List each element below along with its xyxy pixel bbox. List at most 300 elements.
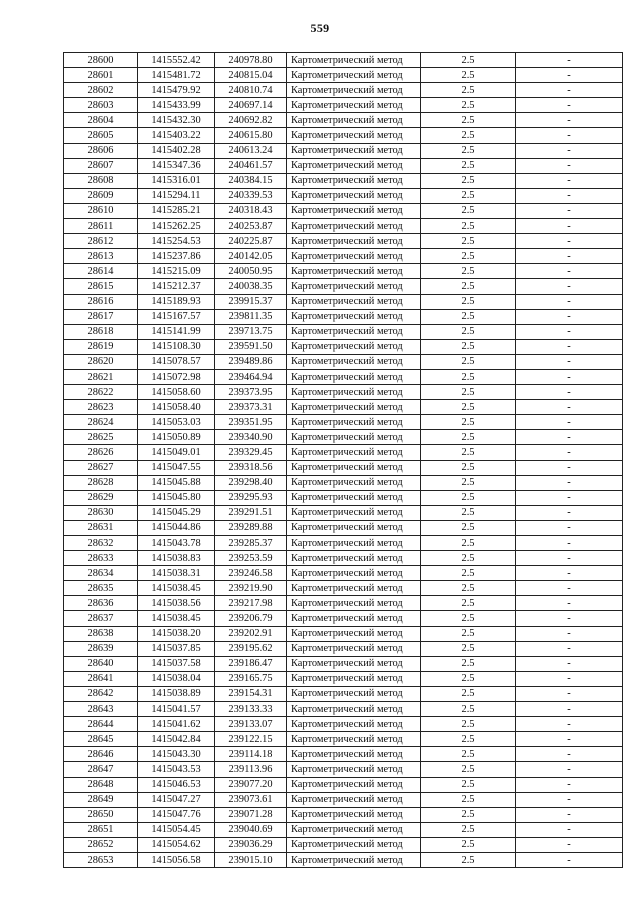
cell-point-number: 28642 (64, 686, 138, 701)
cell-note: - (516, 792, 623, 807)
cell-point-number: 28646 (64, 747, 138, 762)
cell-note: - (516, 128, 623, 143)
table-row (64, 671, 623, 686)
coordinates-table (63, 52, 623, 868)
table-row (64, 611, 623, 626)
cell-point-number: 28628 (64, 475, 138, 490)
cell-coordinate-y: 240461.57 (215, 158, 287, 173)
cell-accuracy: 2.5 (421, 113, 516, 128)
cell-accuracy: 2.5 (421, 249, 516, 264)
cell-point-number: 28645 (64, 732, 138, 747)
table-row (64, 732, 623, 747)
cell-note: - (516, 113, 623, 128)
cell-method: Картометрический метод (287, 611, 421, 626)
table-row (64, 445, 623, 460)
cell-coordinate-x: 1415432.30 (138, 113, 215, 128)
cell-method: Картометрический метод (287, 445, 421, 460)
cell-note: - (516, 385, 623, 400)
cell-coordinate-y: 239077.20 (215, 777, 287, 792)
cell-accuracy: 2.5 (421, 264, 516, 279)
table-row (64, 822, 623, 837)
cell-point-number: 28639 (64, 641, 138, 656)
cell-point-number: 28612 (64, 234, 138, 249)
cell-coordinate-y: 239285.37 (215, 536, 287, 551)
cell-accuracy: 2.5 (421, 173, 516, 188)
cell-coordinate-y: 240615.80 (215, 128, 287, 143)
cell-note: - (516, 520, 623, 535)
cell-accuracy: 2.5 (421, 777, 516, 792)
cell-point-number: 28627 (64, 460, 138, 475)
cell-method: Картометрический метод (287, 807, 421, 822)
cell-accuracy: 2.5 (421, 702, 516, 717)
cell-coordinate-x: 1415212.37 (138, 279, 215, 294)
cell-coordinate-y: 239811.35 (215, 309, 287, 324)
table-row (64, 400, 623, 415)
cell-coordinate-x: 1415285.21 (138, 203, 215, 218)
cell-method: Картометрический метод (287, 279, 421, 294)
cell-coordinate-x: 1415045.88 (138, 475, 215, 490)
cell-coordinate-y: 239040.69 (215, 822, 287, 837)
cell-method: Картометрический метод (287, 415, 421, 430)
cell-method: Картометрический метод (287, 490, 421, 505)
cell-note: - (516, 68, 623, 83)
cell-point-number: 28620 (64, 354, 138, 369)
cell-accuracy: 2.5 (421, 475, 516, 490)
cell-coordinate-y: 240613.24 (215, 143, 287, 158)
cell-method: Картометрический метод (287, 777, 421, 792)
cell-coordinate-x: 1415254.53 (138, 234, 215, 249)
cell-point-number: 28637 (64, 611, 138, 626)
cell-point-number: 28632 (64, 536, 138, 551)
cell-coordinate-y: 239464.94 (215, 369, 287, 384)
cell-method: Картометрический метод (287, 717, 421, 732)
table-row (64, 792, 623, 807)
table-row (64, 596, 623, 611)
table-row (64, 717, 623, 732)
cell-note: - (516, 294, 623, 309)
cell-note: - (516, 732, 623, 747)
cell-point-number: 28644 (64, 717, 138, 732)
cell-accuracy: 2.5 (421, 837, 516, 852)
cell-method: Картометрический метод (287, 671, 421, 686)
cell-coordinate-y: 240978.80 (215, 53, 287, 68)
cell-accuracy: 2.5 (421, 490, 516, 505)
cell-point-number: 28653 (64, 852, 138, 867)
cell-accuracy: 2.5 (421, 822, 516, 837)
page-number: 559 (310, 21, 330, 35)
cell-coordinate-x: 1415402.28 (138, 143, 215, 158)
cell-coordinate-y: 240692.82 (215, 113, 287, 128)
cell-note: - (516, 747, 623, 762)
table-row (64, 686, 623, 701)
cell-method: Картометрический метод (287, 83, 421, 98)
cell-method: Картометрический метод (287, 113, 421, 128)
cell-note: - (516, 203, 623, 218)
table-row (64, 566, 623, 581)
cell-note: - (516, 279, 623, 294)
cell-accuracy: 2.5 (421, 732, 516, 747)
cell-note: - (516, 415, 623, 430)
cell-method: Картометрический метод (287, 566, 421, 581)
table-row (64, 294, 623, 309)
table-row (64, 369, 623, 384)
cell-accuracy: 2.5 (421, 852, 516, 867)
cell-coordinate-x: 1415047.76 (138, 807, 215, 822)
cell-coordinate-y: 239133.33 (215, 702, 287, 717)
cell-accuracy: 2.5 (421, 551, 516, 566)
cell-coordinate-x: 1415047.27 (138, 792, 215, 807)
coordinates-table-body (64, 53, 623, 868)
cell-point-number: 28610 (64, 203, 138, 218)
cell-method: Картометрический метод (287, 98, 421, 113)
cell-method: Картометрический метод (287, 581, 421, 596)
cell-note: - (516, 596, 623, 611)
cell-coordinate-y: 239253.59 (215, 551, 287, 566)
cell-note: - (516, 762, 623, 777)
cell-method: Картометрический метод (287, 68, 421, 83)
cell-coordinate-y: 239373.31 (215, 400, 287, 415)
cell-coordinate-x: 1415038.89 (138, 686, 215, 701)
cell-point-number: 28634 (64, 566, 138, 581)
cell-coordinate-x: 1415049.01 (138, 445, 215, 460)
table-row (64, 626, 623, 641)
cell-coordinate-y: 239340.90 (215, 430, 287, 445)
cell-note: - (516, 143, 623, 158)
cell-coordinate-x: 1415108.30 (138, 339, 215, 354)
table-row (64, 777, 623, 792)
cell-coordinate-y: 240038.35 (215, 279, 287, 294)
cell-point-number: 28630 (64, 505, 138, 520)
table-row (64, 430, 623, 445)
cell-coordinate-y: 239219.90 (215, 581, 287, 596)
cell-point-number: 28626 (64, 445, 138, 460)
cell-method: Картометрический метод (287, 400, 421, 415)
cell-accuracy: 2.5 (421, 143, 516, 158)
cell-point-number: 28605 (64, 128, 138, 143)
cell-point-number: 28633 (64, 551, 138, 566)
cell-coordinate-y: 239351.95 (215, 415, 287, 430)
cell-note: - (516, 822, 623, 837)
cell-coordinate-y: 239133.07 (215, 717, 287, 732)
cell-note: - (516, 702, 623, 717)
cell-coordinate-y: 239295.93 (215, 490, 287, 505)
cell-coordinate-x: 1415433.99 (138, 98, 215, 113)
cell-coordinate-x: 1415215.09 (138, 264, 215, 279)
cell-point-number: 28629 (64, 490, 138, 505)
table-row (64, 354, 623, 369)
cell-point-number: 28601 (64, 68, 138, 83)
table-row (64, 53, 623, 68)
cell-coordinate-x: 1415038.20 (138, 626, 215, 641)
table-row (64, 581, 623, 596)
cell-note: - (516, 98, 623, 113)
cell-method: Картометрический метод (287, 852, 421, 867)
cell-coordinate-x: 1415037.85 (138, 641, 215, 656)
cell-method: Картометрический метод (287, 520, 421, 535)
cell-coordinate-x: 1415054.62 (138, 837, 215, 852)
cell-method: Картометрический метод (287, 792, 421, 807)
cell-method: Картометрический метод (287, 686, 421, 701)
cell-method: Картометрический метод (287, 143, 421, 158)
cell-note: - (516, 566, 623, 581)
cell-coordinate-y: 239291.51 (215, 505, 287, 520)
cell-accuracy: 2.5 (421, 807, 516, 822)
cell-coordinate-y: 239036.29 (215, 837, 287, 852)
cell-point-number: 28613 (64, 249, 138, 264)
cell-coordinate-y: 240815.04 (215, 68, 287, 83)
cell-coordinate-x: 1415479.92 (138, 83, 215, 98)
cell-coordinate-y: 239165.75 (215, 671, 287, 686)
cell-coordinate-x: 1415141.99 (138, 324, 215, 339)
cell-point-number: 28649 (64, 792, 138, 807)
cell-accuracy: 2.5 (421, 400, 516, 415)
cell-point-number: 28651 (64, 822, 138, 837)
cell-note: - (516, 460, 623, 475)
cell-point-number: 28648 (64, 777, 138, 792)
cell-method: Картометрический метод (287, 264, 421, 279)
table-row (64, 475, 623, 490)
cell-accuracy: 2.5 (421, 656, 516, 671)
cell-note: - (516, 188, 623, 203)
cell-coordinate-x: 1415237.86 (138, 249, 215, 264)
cell-note: - (516, 777, 623, 792)
cell-note: - (516, 249, 623, 264)
table-row (64, 551, 623, 566)
cell-method: Картометрический метод (287, 656, 421, 671)
cell-accuracy: 2.5 (421, 385, 516, 400)
cell-point-number: 28621 (64, 369, 138, 384)
cell-method: Картометрический метод (287, 234, 421, 249)
cell-method: Картометрический метод (287, 203, 421, 218)
cell-note: - (516, 219, 623, 234)
cell-note: - (516, 339, 623, 354)
cell-coordinate-y: 239915.37 (215, 294, 287, 309)
cell-coordinate-x: 1415262.25 (138, 219, 215, 234)
cell-coordinate-y: 240050.95 (215, 264, 287, 279)
cell-method: Картометрический метод (287, 324, 421, 339)
cell-coordinate-y: 239206.79 (215, 611, 287, 626)
cell-coordinate-x: 1415056.58 (138, 852, 215, 867)
cell-coordinate-x: 1415043.30 (138, 747, 215, 762)
cell-method: Картометрический метод (287, 837, 421, 852)
cell-accuracy: 2.5 (421, 83, 516, 98)
cell-note: - (516, 53, 623, 68)
table-row (64, 68, 623, 83)
table-row (64, 249, 623, 264)
cell-point-number: 28618 (64, 324, 138, 339)
table-row (64, 520, 623, 535)
cell-method: Картометрический метод (287, 536, 421, 551)
cell-coordinate-x: 1415041.57 (138, 702, 215, 717)
cell-coordinate-y: 239113.96 (215, 762, 287, 777)
cell-point-number: 28614 (64, 264, 138, 279)
cell-accuracy: 2.5 (421, 279, 516, 294)
cell-accuracy: 2.5 (421, 626, 516, 641)
cell-note: - (516, 505, 623, 520)
cell-coordinate-x: 1415294.11 (138, 188, 215, 203)
cell-point-number: 28641 (64, 671, 138, 686)
cell-coordinate-x: 1415043.78 (138, 536, 215, 551)
cell-coordinate-y: 240810.74 (215, 83, 287, 98)
table-row (64, 505, 623, 520)
cell-note: - (516, 717, 623, 732)
cell-method: Картометрический метод (287, 475, 421, 490)
cell-point-number: 28600 (64, 53, 138, 68)
cell-coordinate-y: 239591.50 (215, 339, 287, 354)
cell-coordinate-y: 239154.31 (215, 686, 287, 701)
cell-coordinate-y: 239713.75 (215, 324, 287, 339)
cell-method: Картометрический метод (287, 626, 421, 641)
cell-method: Картометрический метод (287, 747, 421, 762)
cell-coordinate-y: 239071.28 (215, 807, 287, 822)
cell-method: Картометрический метод (287, 158, 421, 173)
cell-method: Картометрический метод (287, 249, 421, 264)
cell-point-number: 28622 (64, 385, 138, 400)
cell-accuracy: 2.5 (421, 309, 516, 324)
cell-accuracy: 2.5 (421, 686, 516, 701)
cell-coordinate-y: 239073.61 (215, 792, 287, 807)
cell-accuracy: 2.5 (421, 762, 516, 777)
cell-accuracy: 2.5 (421, 717, 516, 732)
cell-coordinate-x: 1415167.57 (138, 309, 215, 324)
cell-method: Картометрический метод (287, 354, 421, 369)
cell-coordinate-x: 1415046.53 (138, 777, 215, 792)
cell-method: Картометрический метод (287, 53, 421, 68)
cell-point-number: 28607 (64, 158, 138, 173)
cell-accuracy: 2.5 (421, 188, 516, 203)
table-row (64, 807, 623, 822)
cell-point-number: 28608 (64, 173, 138, 188)
cell-coordinate-y: 239114.18 (215, 747, 287, 762)
cell-note: - (516, 536, 623, 551)
cell-accuracy: 2.5 (421, 520, 516, 535)
table-row (64, 83, 623, 98)
cell-method: Картометрический метод (287, 822, 421, 837)
cell-coordinate-y: 239217.98 (215, 596, 287, 611)
cell-coordinate-x: 1415045.80 (138, 490, 215, 505)
cell-coordinate-x: 1415045.29 (138, 505, 215, 520)
cell-accuracy: 2.5 (421, 53, 516, 68)
cell-note: - (516, 324, 623, 339)
table-row (64, 747, 623, 762)
cell-note: - (516, 445, 623, 460)
table-row (64, 490, 623, 505)
cell-method: Картометрический метод (287, 551, 421, 566)
cell-accuracy: 2.5 (421, 536, 516, 551)
cell-method: Картометрический метод (287, 702, 421, 717)
cell-note: - (516, 430, 623, 445)
table-row (64, 536, 623, 551)
cell-accuracy: 2.5 (421, 369, 516, 384)
cell-coordinate-x: 1415316.01 (138, 173, 215, 188)
cell-coordinate-x: 1415044.86 (138, 520, 215, 535)
cell-point-number: 28615 (64, 279, 138, 294)
cell-note: - (516, 490, 623, 505)
cell-method: Картометрический метод (287, 294, 421, 309)
cell-method: Картометрический метод (287, 732, 421, 747)
cell-point-number: 28640 (64, 656, 138, 671)
cell-point-number: 28611 (64, 219, 138, 234)
cell-point-number: 28652 (64, 837, 138, 852)
cell-method: Картометрический метод (287, 641, 421, 656)
table-row (64, 264, 623, 279)
cell-method: Картометрический метод (287, 505, 421, 520)
cell-note: - (516, 551, 623, 566)
cell-method: Картометрический метод (287, 188, 421, 203)
cell-note: - (516, 641, 623, 656)
cell-coordinate-x: 1415552.42 (138, 53, 215, 68)
cell-coordinate-y: 240384.15 (215, 173, 287, 188)
table-row (64, 852, 623, 867)
cell-coordinate-x: 1415189.93 (138, 294, 215, 309)
table-row (64, 385, 623, 400)
cell-coordinate-y: 239015.10 (215, 852, 287, 867)
cell-method: Картометрический метод (287, 762, 421, 777)
cell-note: - (516, 309, 623, 324)
cell-coordinate-y: 240253.87 (215, 219, 287, 234)
cell-accuracy: 2.5 (421, 324, 516, 339)
cell-method: Картометрический метод (287, 369, 421, 384)
cell-method: Картометрический метод (287, 430, 421, 445)
cell-point-number: 28616 (64, 294, 138, 309)
table-row (64, 188, 623, 203)
cell-coordinate-x: 1415053.03 (138, 415, 215, 430)
table-row (64, 158, 623, 173)
cell-coordinate-y: 240225.87 (215, 234, 287, 249)
cell-coordinate-x: 1415038.04 (138, 671, 215, 686)
cell-point-number: 28638 (64, 626, 138, 641)
cell-method: Картометрический метод (287, 339, 421, 354)
table-row (64, 762, 623, 777)
cell-accuracy: 2.5 (421, 671, 516, 686)
cell-accuracy: 2.5 (421, 641, 516, 656)
cell-point-number: 28623 (64, 400, 138, 415)
cell-coordinate-x: 1415047.55 (138, 460, 215, 475)
cell-coordinate-x: 1415042.84 (138, 732, 215, 747)
cell-note: - (516, 837, 623, 852)
cell-note: - (516, 354, 623, 369)
cell-point-number: 28624 (64, 415, 138, 430)
cell-coordinate-y: 239202.91 (215, 626, 287, 641)
table-row (64, 173, 623, 188)
cell-coordinate-x: 1415054.45 (138, 822, 215, 837)
cell-coordinate-x: 1415041.62 (138, 717, 215, 732)
cell-point-number: 28635 (64, 581, 138, 596)
cell-coordinate-y: 239489.86 (215, 354, 287, 369)
cell-point-number: 28609 (64, 188, 138, 203)
cell-point-number: 28625 (64, 430, 138, 445)
cell-coordinate-y: 239298.40 (215, 475, 287, 490)
cell-accuracy: 2.5 (421, 505, 516, 520)
cell-coordinate-x: 1415043.53 (138, 762, 215, 777)
cell-point-number: 28606 (64, 143, 138, 158)
cell-accuracy: 2.5 (421, 203, 516, 218)
table-row (64, 641, 623, 656)
cell-coordinate-x: 1415072.98 (138, 369, 215, 384)
cell-method: Картометрический метод (287, 219, 421, 234)
cell-note: - (516, 83, 623, 98)
cell-coordinate-y: 239329.45 (215, 445, 287, 460)
cell-coordinate-y: 240318.43 (215, 203, 287, 218)
cell-note: - (516, 686, 623, 701)
table-row (64, 143, 623, 158)
table-row (64, 837, 623, 852)
cell-accuracy: 2.5 (421, 445, 516, 460)
cell-coordinate-y: 240339.53 (215, 188, 287, 203)
cell-coordinate-x: 1415481.72 (138, 68, 215, 83)
cell-coordinate-x: 1415038.31 (138, 566, 215, 581)
cell-coordinate-y: 240697.14 (215, 98, 287, 113)
